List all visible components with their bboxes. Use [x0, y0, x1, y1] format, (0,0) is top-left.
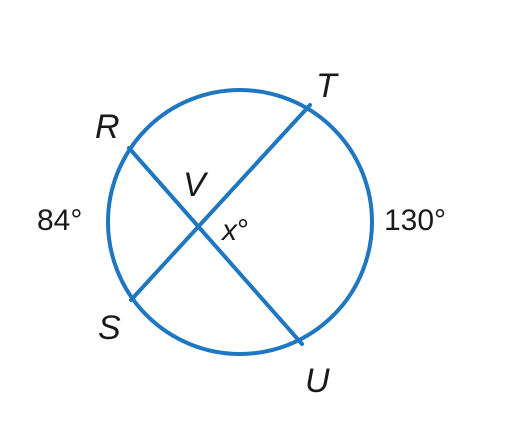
- label-point-t: T: [316, 67, 337, 105]
- chord-ts: [131, 105, 310, 300]
- arc-rs-measure: 84°: [37, 204, 83, 237]
- label-point-r: R: [95, 108, 120, 146]
- arc-tu-measure: 130°: [384, 204, 447, 237]
- angle-variable: x: [222, 214, 237, 247]
- label-point-s: S: [98, 309, 121, 347]
- chord-ru: [129, 148, 302, 344]
- angle-unit: °: [237, 214, 249, 247]
- label-point-v: V: [183, 166, 206, 204]
- label-point-u: U: [305, 362, 330, 400]
- angle-x-label: [220, 214, 249, 247]
